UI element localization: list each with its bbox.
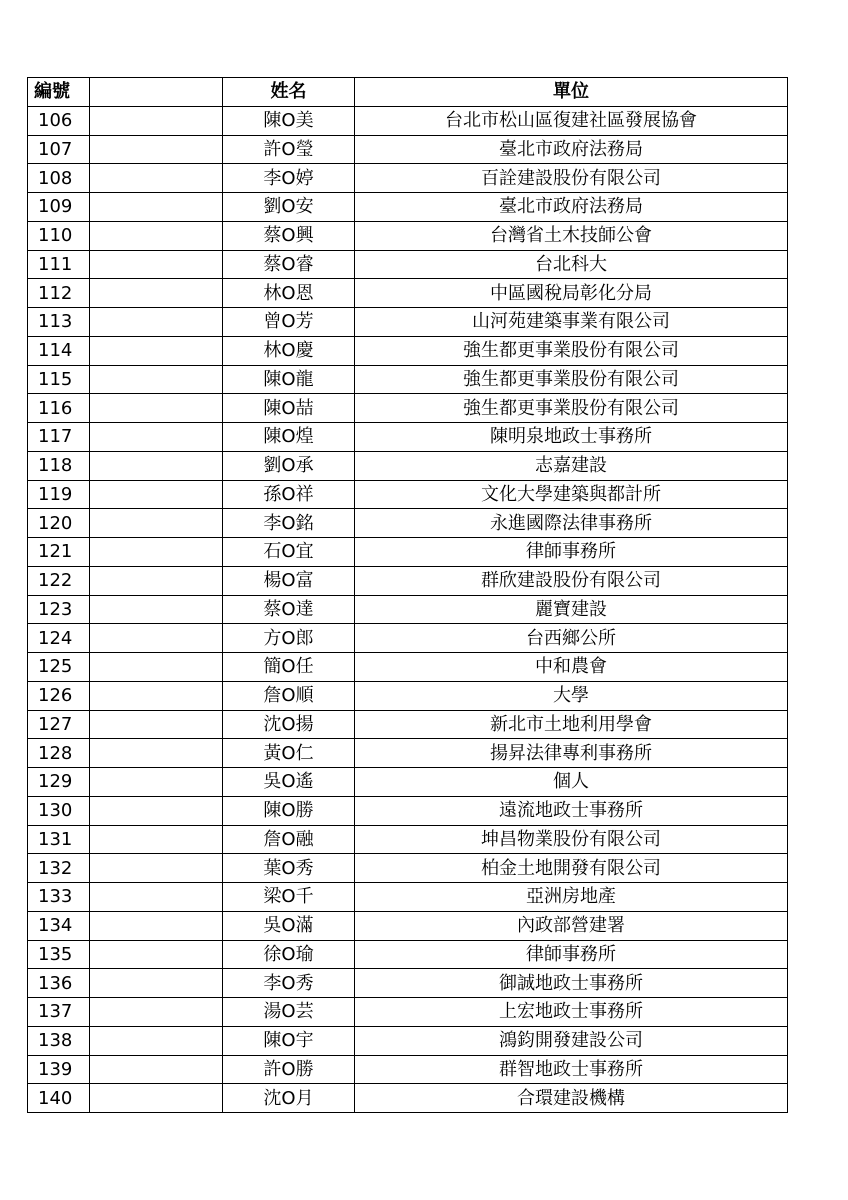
row-number: 138 — [28, 1026, 90, 1055]
row-unit: 揚昇法律專利事務所 — [355, 739, 788, 768]
row-number: 135 — [28, 940, 90, 969]
row-unit: 上宏地政士事務所 — [355, 998, 788, 1027]
table-row — [28, 193, 788, 222]
row-blank — [90, 566, 223, 595]
table-row — [28, 365, 788, 394]
header-unit: 單位 — [355, 78, 788, 107]
row-unit: 志嘉建設 — [355, 451, 788, 480]
row-blank — [90, 365, 223, 394]
row-name: 劉O承 — [223, 451, 355, 480]
row-unit: 個人 — [355, 768, 788, 797]
row-number: 140 — [28, 1084, 90, 1113]
row-blank — [90, 250, 223, 279]
row-number: 115 — [28, 365, 90, 394]
row-unit: 台灣省土木技師公會 — [355, 221, 788, 250]
row-blank — [90, 279, 223, 308]
row-blank — [90, 653, 223, 682]
row-unit: 柏金土地開發有限公司 — [355, 854, 788, 883]
table-row — [28, 308, 788, 337]
table-row — [28, 624, 788, 653]
row-unit: 陳明泉地政士事務所 — [355, 423, 788, 452]
row-number: 132 — [28, 854, 90, 883]
table-row — [28, 768, 788, 797]
row-unit: 強生都更事業股份有限公司 — [355, 394, 788, 423]
table-row — [28, 739, 788, 768]
row-unit: 百詮建設股份有限公司 — [355, 164, 788, 193]
row-name: 陳O喆 — [223, 394, 355, 423]
row-number: 122 — [28, 566, 90, 595]
row-name: 方O郎 — [223, 624, 355, 653]
row-number: 119 — [28, 480, 90, 509]
table-row — [28, 940, 788, 969]
row-name: 林O恩 — [223, 279, 355, 308]
table-row — [28, 969, 788, 998]
row-number: 128 — [28, 739, 90, 768]
row-number: 113 — [28, 308, 90, 337]
row-name: 劉O安 — [223, 193, 355, 222]
row-unit: 麗寶建設 — [355, 595, 788, 624]
row-blank — [90, 221, 223, 250]
row-number: 134 — [28, 911, 90, 940]
row-name: 簡O任 — [223, 653, 355, 682]
row-number: 127 — [28, 710, 90, 739]
table-row — [28, 164, 788, 193]
row-name: 詹O融 — [223, 825, 355, 854]
table-row — [28, 336, 788, 365]
header-name: 姓名 — [223, 78, 355, 107]
row-blank — [90, 998, 223, 1027]
table-row — [28, 998, 788, 1027]
row-number: 106 — [28, 106, 90, 135]
table-row — [28, 883, 788, 912]
row-blank — [90, 1084, 223, 1113]
row-name: 梁O千 — [223, 883, 355, 912]
row-name: 許O瑩 — [223, 135, 355, 164]
row-blank — [90, 193, 223, 222]
row-number: 129 — [28, 768, 90, 797]
table-row — [28, 1084, 788, 1113]
row-blank — [90, 538, 223, 567]
row-name: 陳O美 — [223, 106, 355, 135]
row-number: 131 — [28, 825, 90, 854]
row-blank — [90, 940, 223, 969]
row-name: 李O秀 — [223, 969, 355, 998]
row-number: 109 — [28, 193, 90, 222]
table-row — [28, 825, 788, 854]
row-name: 李O婷 — [223, 164, 355, 193]
row-number: 130 — [28, 796, 90, 825]
row-name: 陳O勝 — [223, 796, 355, 825]
row-blank — [90, 595, 223, 624]
row-unit: 坤昌物業股份有限公司 — [355, 825, 788, 854]
row-name: 蔡O達 — [223, 595, 355, 624]
row-unit: 群智地政士事務所 — [355, 1055, 788, 1084]
row-blank — [90, 768, 223, 797]
table-row — [28, 911, 788, 940]
row-blank — [90, 106, 223, 135]
row-unit: 強生都更事業股份有限公司 — [355, 336, 788, 365]
row-unit: 亞洲房地產 — [355, 883, 788, 912]
row-name: 孫O祥 — [223, 480, 355, 509]
row-blank — [90, 710, 223, 739]
row-name: 石O宜 — [223, 538, 355, 567]
row-name: 曾O芳 — [223, 308, 355, 337]
row-number: 137 — [28, 998, 90, 1027]
table-body — [28, 106, 788, 1112]
row-number: 112 — [28, 279, 90, 308]
table-header — [28, 78, 788, 107]
row-number: 111 — [28, 250, 90, 279]
row-name: 蔡O興 — [223, 221, 355, 250]
table-row — [28, 509, 788, 538]
row-unit: 新北市土地利用學會 — [355, 710, 788, 739]
row-name: 沈O月 — [223, 1084, 355, 1113]
row-unit: 律師事務所 — [355, 940, 788, 969]
row-number: 120 — [28, 509, 90, 538]
row-name: 林O慶 — [223, 336, 355, 365]
table-row — [28, 394, 788, 423]
row-number: 114 — [28, 336, 90, 365]
row-blank — [90, 1055, 223, 1084]
table-row — [28, 538, 788, 567]
table-row — [28, 451, 788, 480]
row-blank — [90, 135, 223, 164]
row-unit: 強生都更事業股份有限公司 — [355, 365, 788, 394]
table-row — [28, 1055, 788, 1084]
table-row — [28, 681, 788, 710]
row-number: 118 — [28, 451, 90, 480]
row-unit: 文化大學建築與都計所 — [355, 480, 788, 509]
table-row — [28, 423, 788, 452]
row-unit: 合環建設機構 — [355, 1084, 788, 1113]
row-blank — [90, 854, 223, 883]
row-name: 楊O富 — [223, 566, 355, 595]
header-number: 編號 — [28, 78, 90, 107]
row-unit: 台西鄉公所 — [355, 624, 788, 653]
row-number: 108 — [28, 164, 90, 193]
table-row — [28, 796, 788, 825]
row-unit: 鴻鈞開發建設公司 — [355, 1026, 788, 1055]
row-name: 吳O滿 — [223, 911, 355, 940]
row-unit: 大學 — [355, 681, 788, 710]
row-name: 蔡O睿 — [223, 250, 355, 279]
row-name: 陳O煌 — [223, 423, 355, 452]
row-unit: 律師事務所 — [355, 538, 788, 567]
header-blank — [90, 78, 223, 107]
row-unit: 遠流地政士事務所 — [355, 796, 788, 825]
table-row — [28, 1026, 788, 1055]
table-row — [28, 135, 788, 164]
row-blank — [90, 624, 223, 653]
row-blank — [90, 394, 223, 423]
row-blank — [90, 423, 223, 452]
row-name: 湯O芸 — [223, 998, 355, 1027]
table-row — [28, 710, 788, 739]
row-number: 124 — [28, 624, 90, 653]
row-blank — [90, 796, 223, 825]
row-blank — [90, 739, 223, 768]
table-row — [28, 279, 788, 308]
table-row — [28, 566, 788, 595]
row-unit: 台北市松山區復建社區發展協會 — [355, 106, 788, 135]
row-number: 139 — [28, 1055, 90, 1084]
row-number: 107 — [28, 135, 90, 164]
row-number: 136 — [28, 969, 90, 998]
row-blank — [90, 681, 223, 710]
row-blank — [90, 164, 223, 193]
table-row — [28, 106, 788, 135]
row-unit: 臺北市政府法務局 — [355, 135, 788, 164]
row-name: 詹O順 — [223, 681, 355, 710]
row-number: 123 — [28, 595, 90, 624]
row-unit: 台北科大 — [355, 250, 788, 279]
table-row — [28, 595, 788, 624]
table-row — [28, 480, 788, 509]
row-number: 133 — [28, 883, 90, 912]
row-name: 黃O仁 — [223, 739, 355, 768]
table-row — [28, 854, 788, 883]
row-unit: 永進國際法律事務所 — [355, 509, 788, 538]
row-number: 116 — [28, 394, 90, 423]
row-blank — [90, 911, 223, 940]
row-unit: 中和農會 — [355, 653, 788, 682]
row-name: 徐O瑜 — [223, 940, 355, 969]
row-number: 125 — [28, 653, 90, 682]
row-unit: 山河苑建築事業有限公司 — [355, 308, 788, 337]
row-blank — [90, 336, 223, 365]
header-row — [28, 78, 788, 107]
table-row — [28, 250, 788, 279]
row-number: 126 — [28, 681, 90, 710]
attendee-table — [27, 77, 788, 1113]
row-name: 許O勝 — [223, 1055, 355, 1084]
row-unit: 群欣建設股份有限公司 — [355, 566, 788, 595]
table-row — [28, 221, 788, 250]
row-blank — [90, 1026, 223, 1055]
row-blank — [90, 451, 223, 480]
row-blank — [90, 308, 223, 337]
row-name: 陳O宇 — [223, 1026, 355, 1055]
row-blank — [90, 969, 223, 998]
row-unit: 臺北市政府法務局 — [355, 193, 788, 222]
row-blank — [90, 825, 223, 854]
row-number: 117 — [28, 423, 90, 452]
row-unit: 內政部營建署 — [355, 911, 788, 940]
row-name: 李O銘 — [223, 509, 355, 538]
row-unit: 御誠地政士事務所 — [355, 969, 788, 998]
row-name: 陳O龍 — [223, 365, 355, 394]
row-unit: 中區國稅局彰化分局 — [355, 279, 788, 308]
row-blank — [90, 480, 223, 509]
row-number: 110 — [28, 221, 90, 250]
row-name: 吳O遙 — [223, 768, 355, 797]
row-blank — [90, 509, 223, 538]
row-blank — [90, 883, 223, 912]
table-row — [28, 653, 788, 682]
row-name: 沈O揚 — [223, 710, 355, 739]
row-number: 121 — [28, 538, 90, 567]
row-name: 葉O秀 — [223, 854, 355, 883]
